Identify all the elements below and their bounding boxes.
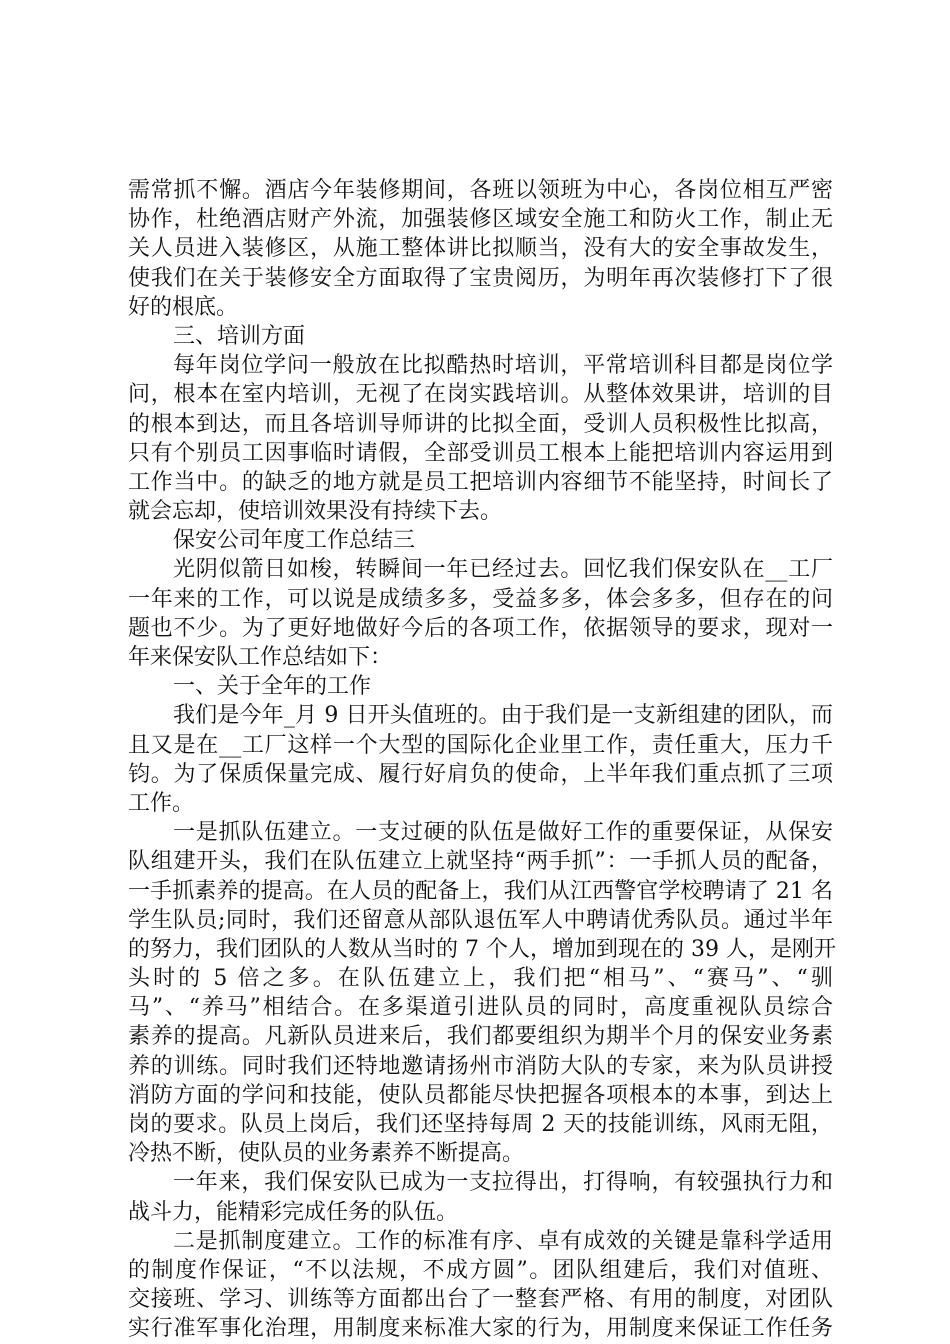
text-line: 学生队员;同时，我们还留意从部队退伍军人中聘请优秀队员。通过半年 — [128, 907, 833, 933]
text-line: 只有个别员工因事临时请假，全部受训员工根本上能把培训内容运用到 — [128, 440, 833, 466]
text-line: 队组建开头，我们在队伍建立上就坚持“两手抓”：一手抓人员的配备， — [128, 849, 833, 875]
text-line: 的制度作保证，“不以法规，不成方圆”。团队组建后，我们对值班、 — [128, 1257, 833, 1283]
text-line: 好的根底。 — [128, 294, 239, 320]
text-line: 工作。 — [128, 790, 195, 816]
text-line: 每年岗位学问一般放在比拟酷热时培训，平常培训科目都是岗位学 — [173, 353, 833, 379]
text-line: 一是抓队伍建立。一支过硬的队伍是做好工作的重要保证，从保安 — [173, 820, 833, 846]
text-line: 题也不少。为了更好地做好今后的各项工作，依据领导的要求，现对一 — [128, 615, 833, 641]
text-line: 战斗力，能精彩完成任务的队伍。 — [128, 1199, 459, 1225]
text-line: 素养的提高。凡新队员进来后，我们都要组织为期半个月的保安业务素 — [128, 1024, 833, 1050]
text-line: 头时的 5 倍之多。在队伍建立上，我们把“相马”、“赛马”、“驯 — [128, 966, 833, 992]
text-line: 岗的要求。队员上岗后，我们还坚持每周 2 天的技能训练，风雨无阻， — [128, 1112, 833, 1137]
document-title: 保安公司年度工作总结三 — [173, 528, 416, 554]
text-line: 工作当中。的缺乏的地方就是员工把培训内容细节不能坚持，时间长了 — [128, 469, 833, 495]
text-line: 一手抓素养的提高。在人员的配备上，我们从江西警官学校聘请了 21 名 — [128, 878, 833, 904]
section-heading: 一、关于全年的工作 — [173, 674, 372, 700]
text-line: 年来保安队工作总结如下： — [128, 645, 393, 670]
text-line: 二是抓制度建立。工作的标准有序、卓有成效的关键是靠科学适用 — [173, 1228, 833, 1254]
document-body — [128, 176, 836, 1344]
text-line: 马”、“养马”相结合。在多渠道引进队员的同时，高度重视队员综合 — [128, 995, 833, 1021]
text-line: 且又是在__工厂这样一个大型的国际化企业里工作，责任重大，压力千 — [128, 732, 833, 758]
text-line: 钧。为了保质保量完成、履行好肩负的使命，上半年我们重点抓了三项 — [128, 761, 833, 787]
text-line: 一年来的工作，可以说是成绩多多，受益多多，体会多多，但存在的问 — [128, 586, 833, 612]
text-line: 问，根本在室内培训，无视了在岗实践培训。从整体效果讲，培训的目 — [128, 382, 833, 408]
text-line: 一年来，我们保安队已成为一支拉得出，打得响，有较强执行力和 — [173, 1170, 833, 1196]
text-line: 的努力，我们团队的人数从当时的 7 个人，增加到现在的 39 人，是刚开 — [128, 936, 836, 962]
text-line: 需常抓不懈。酒店今年装修期间，各班以领班为中心，各岗位相互严密 — [128, 178, 833, 203]
text-line: 使我们在关于装修安全方面取得了宝贵阅历，为明年再次装修打下了很 — [128, 265, 833, 291]
text-line: 实行准军事化治理，用制度来标准大家的行为，用制度来保证工作任务 — [128, 1316, 833, 1342]
text-line: 我们是今年_月 9 日开头值班的。由于我们是一支新组建的团队，而 — [173, 703, 833, 729]
text-line: 冷热不断，使队员的业务素养不断提高。 — [128, 1141, 525, 1167]
text-line: 消防方面的学问和技能，使队员都能尽快把握各项根本的本事，到达上 — [128, 1082, 833, 1108]
text-line: 养的训练。同时我们还特地邀请扬州市消防大队的专家，来为队员讲授 — [128, 1053, 833, 1079]
text-line: 协作，杜绝酒店财产外流，加强装修区域安全施工和防火工作，制止无 — [128, 207, 833, 233]
text-line: 的根本到达，而且各培训导师讲的比拟全面，受训人员积极性比拟高， — [128, 411, 833, 437]
section-heading: 三、培训方面 — [173, 323, 306, 349]
text-line: 就会忘却，使培训效果没有持续下去。 — [128, 499, 503, 525]
text-line: 光阴似箭日如梭，转瞬间一年已经过去。回忆我们保安队在__工厂 — [173, 557, 833, 583]
text-line: 交接班、学习、训练等方面都出台了一整套严格、有用的制度，对团队 — [128, 1287, 833, 1313]
text-line: 关人员进入装修区，从施工整体讲比拟顺当，没有大的安全事故发生， — [128, 236, 833, 262]
